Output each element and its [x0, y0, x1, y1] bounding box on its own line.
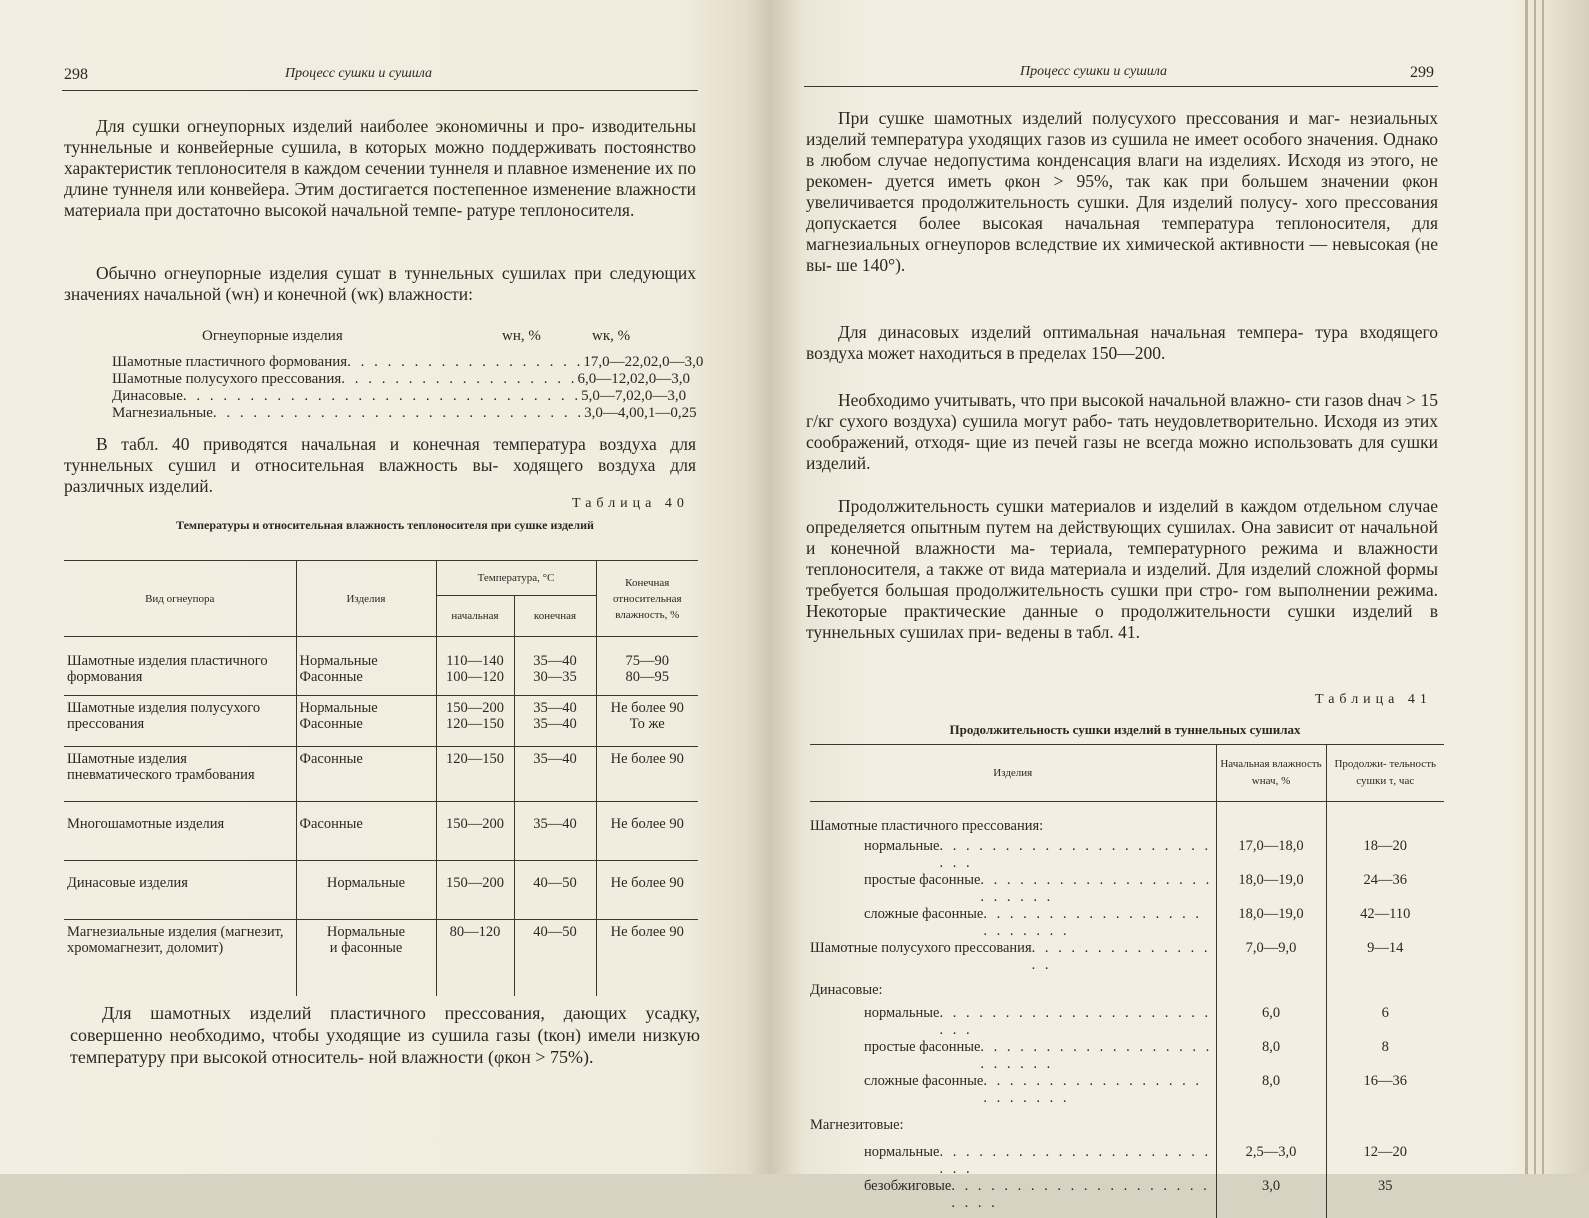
table-row [64, 802, 698, 861]
cell-moisture: 2,5—3,0 [1216, 1144, 1326, 1178]
cell-humidity: Не более 90 То же [596, 696, 698, 747]
paragraph-2-right: Для динасовых изделий оптимальная начальная темпера- тура входящего воздуха может находиться в пределах 150—200. [806, 322, 1438, 363]
leader-dots: . . . . . . . . . . . . . . . . . . . . . . . . [939, 1005, 1212, 1038]
item-name: Шамотные пластичного формования [112, 354, 348, 370]
cell-moisture: 3,0 [1216, 1178, 1326, 1218]
cell-humidity: Не более 90 [596, 861, 698, 920]
th-moisture: Начальная влажность wнач, % [1216, 745, 1326, 802]
table-row [810, 906, 1444, 940]
cell-humidity: Не более 90 [596, 802, 698, 861]
table-row [810, 974, 1444, 1005]
paragraph-1-left: Для сушки огнеупорных изделий наиболее экономичны и про- изводительны туннельные и конвейерные сушила, в которых можно поддерживать постоянство характеристик теплоносителя в каждом сечении туннеля и плавное изменение их по длине туннеля или конвейера. Этим достигается постепенное изменение влажности материала при достаточно высокой начальной темпе- ратуре теплоносителя. [64, 116, 696, 220]
table41-label: Таблица 41 [1315, 692, 1432, 707]
cell-moisture: 8,0 [1216, 1073, 1326, 1107]
cell-duration: 35 [1326, 1178, 1444, 1218]
leader-dots: . . . . . . . . . . . . . . . . . . . . . . . . [951, 1178, 1210, 1211]
paragraph-4-left: Для шамотных изделий пластичного прессования, дающих усадку, совершенно необходимо, чтобы уходящие из сушила газы (tкон) имели низкую температуру при высокой относитель- ной влажности (φкон > 75%). [70, 1003, 700, 1067]
cell-kind: Динасовые изделия [67, 875, 188, 891]
cell-item: сложные фасонные [864, 906, 984, 922]
paragraph-1-right: При сушке шамотных изделий полусухого прессования и маг- незиальных изделий температура уходящих газов из сушила не имеет особого значения. Однако в любом случае недопустима конденсация влаги на изделиях. Исходя из этого, не рекомен- дуется иметь φкон > 95%, так как при большем значении φкон увеличивается продолжительность сушки. Для изделий полусу- хого прессования допускается более высокая начальная температура теплоносителя, для магнезиальных огнеупоров вследствие их химической активности — невысокая (не вы- ше 140°). [806, 108, 1438, 275]
cell-end: 35—40 35—40 [514, 696, 596, 747]
th-start: начальная [436, 596, 514, 637]
page-edge-line [1534, 0, 1536, 1174]
table-row [810, 1039, 1444, 1073]
table-row [810, 802, 1444, 838]
right-page [770, 0, 1589, 1211]
cell-item: простые фасонные [864, 872, 981, 888]
table-row [810, 1178, 1444, 1218]
header-products: Огнеупорные изделия [202, 328, 343, 344]
cell-end: 35—40 30—35 [514, 637, 596, 696]
cell-kind: Шамотные изделия полусухого прессования [67, 700, 261, 732]
cell-items: Нормальные и фасонные [296, 920, 436, 997]
cell-items: Нормальные Фасонные [296, 696, 436, 747]
leader-dots: . . . . . . . . . . . . . . . . . . [347, 354, 584, 370]
paragraph-2-left: Обычно огнеупорные изделия сушат в туннельных сушилах при следующих значениях начальной (wн) и конечной (wк) влажности: [64, 263, 696, 304]
paragraph-3-left: В табл. 40 приводятся начальная и конечная температура воздуха для туннельных сушил и относительная влажность вы- ходящего воздуха для различных изделий. [64, 434, 696, 496]
header-wk: wк, % [592, 328, 631, 344]
leader-dots: . . . . . . . . . . . . . . . . . . [341, 371, 578, 387]
cell-duration: 8 [1326, 1039, 1444, 1073]
item-wn: 5,0—7,0 [581, 388, 634, 404]
th-end: конечная [514, 596, 596, 637]
cell-items: Нормальные [296, 861, 436, 920]
cell-kind: Магнезиальные изделия (магнезит, хромомагнезит, доломит) [67, 924, 284, 956]
table-row [810, 837, 1444, 872]
cell-item: сложные фасонные [864, 1073, 984, 1089]
item-name: Магнезиальные [112, 405, 213, 421]
cell-item: нормальные [864, 838, 940, 854]
table-row [810, 940, 1444, 974]
cell-moisture: 17,0—18,0 [1216, 837, 1326, 872]
item-wk: 2,0—3,0 [633, 388, 687, 404]
page-edge-line [1542, 0, 1544, 1174]
leader-dots: . . . . . . . . . . . . . . . . [1031, 940, 1211, 973]
page-number-left: 298 [64, 66, 88, 83]
item-name: Динасовые [112, 388, 183, 404]
cell-end: 40—50 [514, 861, 596, 920]
cell-duration: 16—36 [1326, 1073, 1444, 1107]
th-duration: Продолжи- тельность сушки τ, час [1326, 745, 1444, 802]
table-row [810, 872, 1444, 906]
cell-end: 35—40 [514, 747, 596, 802]
cell-start: 150—200 [436, 802, 514, 861]
item-name: Шамотные полусухого прессования [112, 371, 342, 387]
cell-kind: Шамотные изделия пластичного формования [67, 653, 268, 685]
table-row [64, 696, 698, 747]
leader-dots: . . . . . . . . . . . . . . . . . . . . . . . . [983, 906, 1202, 939]
cell-items: Фасонные [296, 802, 436, 861]
cell-kind: Многошамотные изделия [67, 816, 225, 832]
cell-start: 110—140 100—120 [436, 637, 514, 696]
table-row [64, 747, 698, 802]
cell-group: Магнезитовые: [810, 1117, 904, 1133]
leader-dots: . . . . . . . . . . . . . . . . . . . . . . . . [983, 1073, 1202, 1106]
left-page [0, 0, 770, 1174]
cell-item: простые фасонные [864, 1039, 981, 1055]
cell-moisture: 8,0 [1216, 1039, 1326, 1073]
table40-caption: Температуры и относительная влажность теплоносителя при сушке изделий [176, 518, 594, 532]
table-41 [810, 744, 1444, 1218]
item-wn: 17,0—22,0 [583, 354, 651, 370]
cell-start: 150—200 [436, 861, 514, 920]
table-row [810, 1144, 1444, 1178]
page-edge-line [1525, 0, 1528, 1174]
cell-item: нормальные [864, 1144, 940, 1160]
leader-dots: . . . . . . . . . . . . . . . . . . . . . . . . [939, 838, 1212, 871]
th-humidity: Конечная относительная влажность, % [596, 561, 698, 637]
cell-start: 150—200 120—150 [436, 696, 514, 747]
cell-start: 120—150 [436, 747, 514, 802]
header-wn: wн, % [502, 328, 541, 344]
cell-duration: 42—110 [1326, 906, 1444, 940]
item-wn: 6,0—12,0 [577, 371, 638, 387]
table41-caption: Продолжительность сушки изделий в туннельных сушилах [949, 722, 1301, 737]
cell-item: безобжиговые [864, 1178, 952, 1194]
cell-moisture: 18,0—19,0 [1216, 872, 1326, 906]
cell-item: нормальные [864, 1005, 940, 1021]
th-items: Изделия [993, 766, 1033, 779]
list-item [112, 388, 687, 405]
cell-moisture: 7,0—9,0 [1216, 940, 1326, 974]
cell-group: Шамотные пластичного прессования: [810, 818, 1044, 834]
table-40 [64, 560, 698, 996]
header-rule-left [62, 90, 698, 91]
item-wk: 2,0—3,0 [650, 354, 704, 370]
th-kind: Вид огнеупора [64, 561, 296, 637]
leader-dots: . . . . . . . . . . . . . . . . . . . . . . . . . . . . [212, 405, 585, 421]
cell-duration: 24—36 [1326, 872, 1444, 906]
cell-item: Шамотные полусухого прессования [810, 940, 1032, 956]
list-item [112, 405, 697, 422]
running-head-left: Процесс сушки и сушила [285, 66, 433, 81]
paragraph-3-right: Необходимо учитывать, что при высокой начальной влажно- сти газов dнач > 15 г/кг сухого воздуха) сушила могут рабо- тать неудовлетворительно. Исходя из этих соображений, отходя- щие из печей газы не всегда можно использовать для сушки изделий. [806, 390, 1438, 473]
table-row [64, 920, 698, 997]
item-wk: 0,1—0,25 [636, 405, 697, 421]
leader-dots: . . . . . . . . . . . . . . . . . . . . . . . . [939, 1144, 1212, 1177]
cell-group: Динасовые: [810, 982, 883, 998]
th-temp: Температура, °С [436, 561, 596, 596]
cell-humidity: Не более 90 [596, 747, 698, 802]
item-wk: 2,0—3,0 [637, 371, 691, 387]
cell-items: Фасонные [296, 747, 436, 802]
cell-moisture: 6,0 [1216, 1005, 1326, 1039]
cell-moisture: 18,0—19,0 [1216, 906, 1326, 940]
running-head-right: Процесс сушки и сушила [1020, 64, 1168, 79]
cell-start: 80—120 [436, 920, 514, 997]
item-wn: 3,0—4,0 [584, 405, 637, 421]
cell-duration: 12—20 [1326, 1144, 1444, 1178]
leader-dots: . . . . . . . . . . . . . . . . . . . . . . . . . . . . . . [182, 388, 582, 404]
page-number-right: 299 [1410, 64, 1434, 81]
table-row [64, 637, 698, 696]
th-items: Изделия [296, 561, 436, 637]
list-item [112, 354, 704, 371]
cell-duration: 18—20 [1326, 837, 1444, 872]
table-row [64, 861, 698, 920]
table-row [810, 1073, 1444, 1107]
cell-end: 40—50 [514, 920, 596, 997]
table40-label: Таблица 40 [572, 496, 689, 511]
cell-items: Нормальные Фасонные [296, 637, 436, 696]
paragraph-4-right: Продолжительность сушки материалов и изделий в каждом отдельном случае определяется опытным путем на действующих сушилах. Она зависит от начальной и конечной влажности ма- териала, температурного режима и влажности теплоносителя, а также от вида материала и изделий. Для изделий сложной формы требуется большая продолжительность сушки при стро- гом выполнении режима. Некоторые практические данные о продолжительности сушки изделий в туннельных сушилах при- ведены в табл. 41. [806, 496, 1438, 642]
cell-humidity: Не более 90 [596, 920, 698, 997]
table-row [810, 1107, 1444, 1144]
cell-duration: 6 [1326, 1005, 1444, 1039]
leader-dots: . . . . . . . . . . . . . . . . . . . . . . . . [980, 872, 1213, 905]
table-row [810, 1005, 1444, 1039]
cell-end: 35—40 [514, 802, 596, 861]
cell-kind: Шамотные изделия пневматического трамбования [67, 751, 255, 783]
moisture-list-header [202, 328, 672, 345]
list-item [112, 371, 691, 388]
cell-duration: 9—14 [1326, 940, 1444, 974]
header-rule-right [804, 86, 1438, 87]
cell-humidity: 75—90 80—95 [596, 637, 698, 696]
leader-dots: . . . . . . . . . . . . . . . . . . . . . . . . [980, 1039, 1213, 1072]
